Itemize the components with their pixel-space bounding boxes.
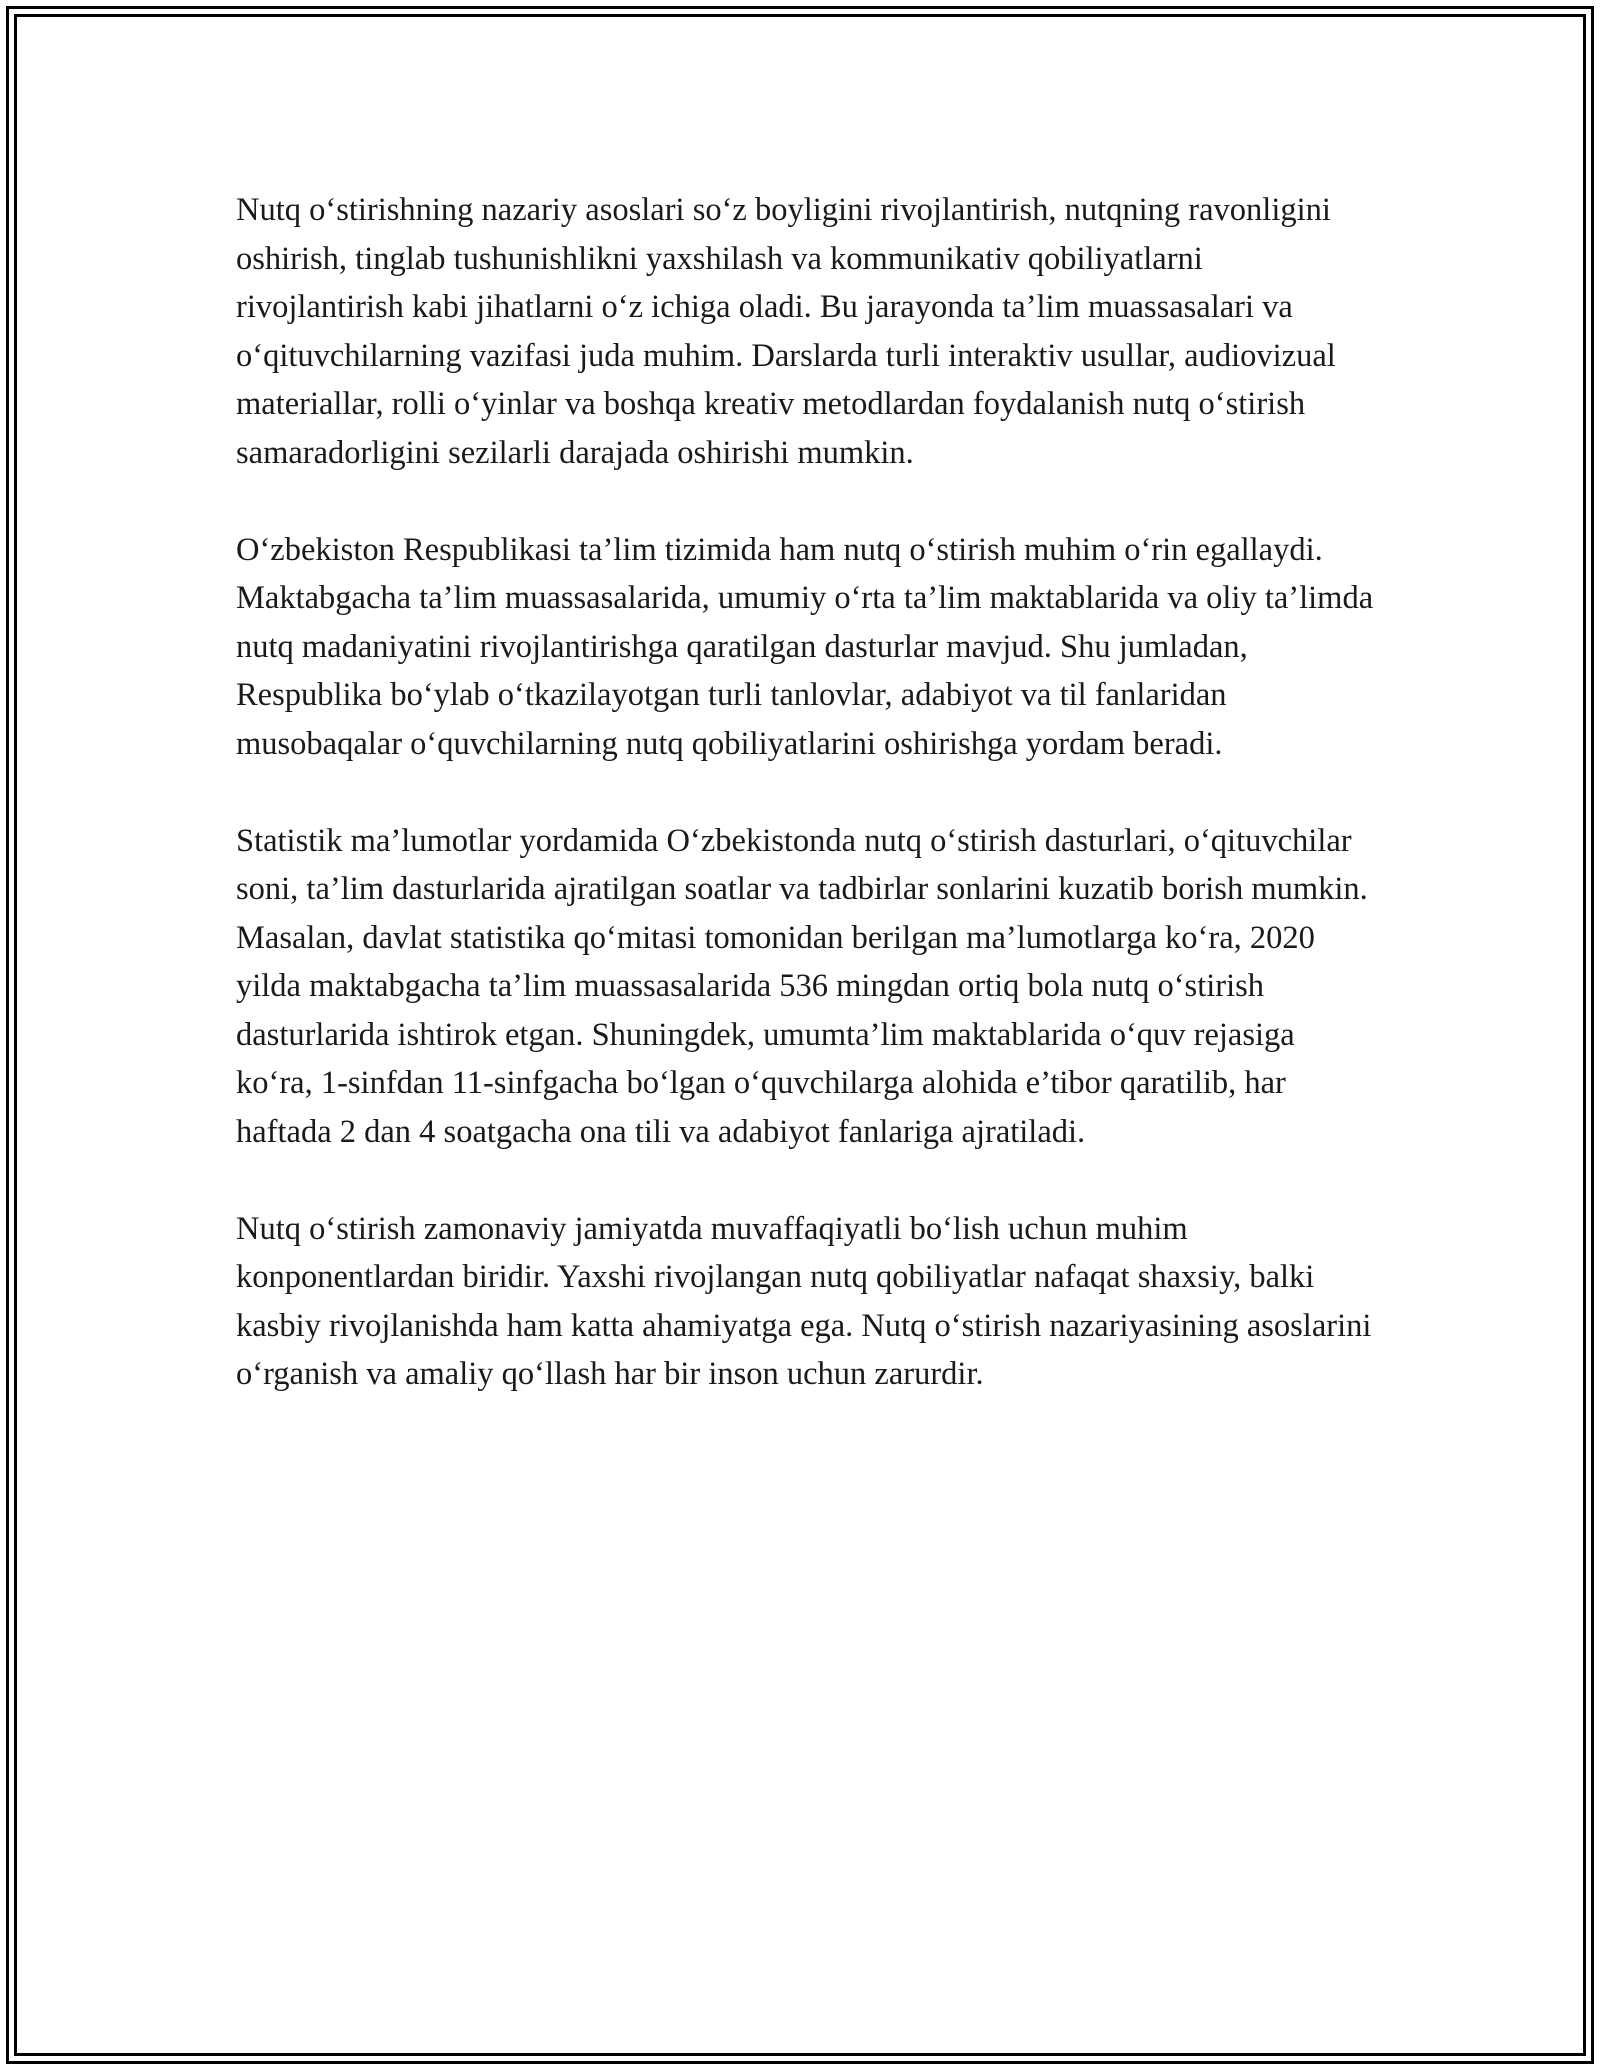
document-body	[236, 186, 1376, 1447]
paragraph-2: O‘zbekiston Respublikasi ta’lim tizimida ham nutq o‘stirish muhim o‘rin egallaydi. Maktabgacha ta’lim muassasalarida, umumiy o‘rta ta’lim maktablarida va oliy ta’limda nutq madaniyatini rivojlantirishga qaratilgan dasturlar mavjud. Shu jumladan, Respublika bo‘ylab o‘tkazilayotgan turli tanlovlar, adabiyot va til fanlaridan musobaqalar o‘quvchilarning nutq qobiliyatlarini oshirishga yordam beradi.	[236, 531, 1374, 762]
paragraph-1: Nutq o‘stirishning nazariy asoslari so‘z boyligini rivojlantirish, nutqning ravonligini oshirish, tinglab tushunishlikni yaxshilash va kommunikativ qobiliyatlarni rivojlantirish kabi jihatlarni o‘z ichiga oladi. Bu jarayonda ta’lim muassasalari va o‘qituvchilarning vazifasi juda muhim. Darslarda turli interaktiv usullar, audiovizual materiallar, rolli o‘yinlar va boshqa kreativ metodlardan foydalanish nutq o‘stirish samaradorligini sezilarli darajada oshirishi mumkin.	[236, 192, 1336, 471]
paragraph-3: Statistik ma’lumotlar yordamida O‘zbekistonda nutq o‘stirish dasturlari, o‘qituvchilar soni, ta’lim dasturlarida ajratilgan soatlar va tadbirlar sonlarini kuzatib borish mumkin. Masalan, davlat statistika qo‘mitasi tomonidan berilgan ma’lumotlarga ko‘ra, 2020 yilda maktabgacha ta’lim muassasalarida 536 mingdan ortiq bola nutq o‘stirish dasturlarida ishtirok etgan. Shuningdek, umumta’lim maktablarida o‘quv rejasiga ko‘ra, 1-sinfdan 11-sinfgacha bo‘lgan o‘quvchilarga alohida e’tibor qaratilib, har haftada 2 dan 4 soatgacha ona tili va adabiyot fanlariga ajratiladi.	[236, 822, 1368, 1150]
paragraph-4: Nutq o‘stirish zamonaviy jamiyatda muvaffaqiyatli bo‘lish uchun muhim konponentlardan biridir. Yaxshi rivojlangan nutq qobiliyatlar nafaqat shaxsiy, balki kasbiy rivojlanishda ham katta ahamiyatga ega. Nutq o‘stirish nazariyasining asoslarini o‘rganish va amaliy qo‘llash har bir inson uchun zarurdir.	[236, 1210, 1372, 1392]
